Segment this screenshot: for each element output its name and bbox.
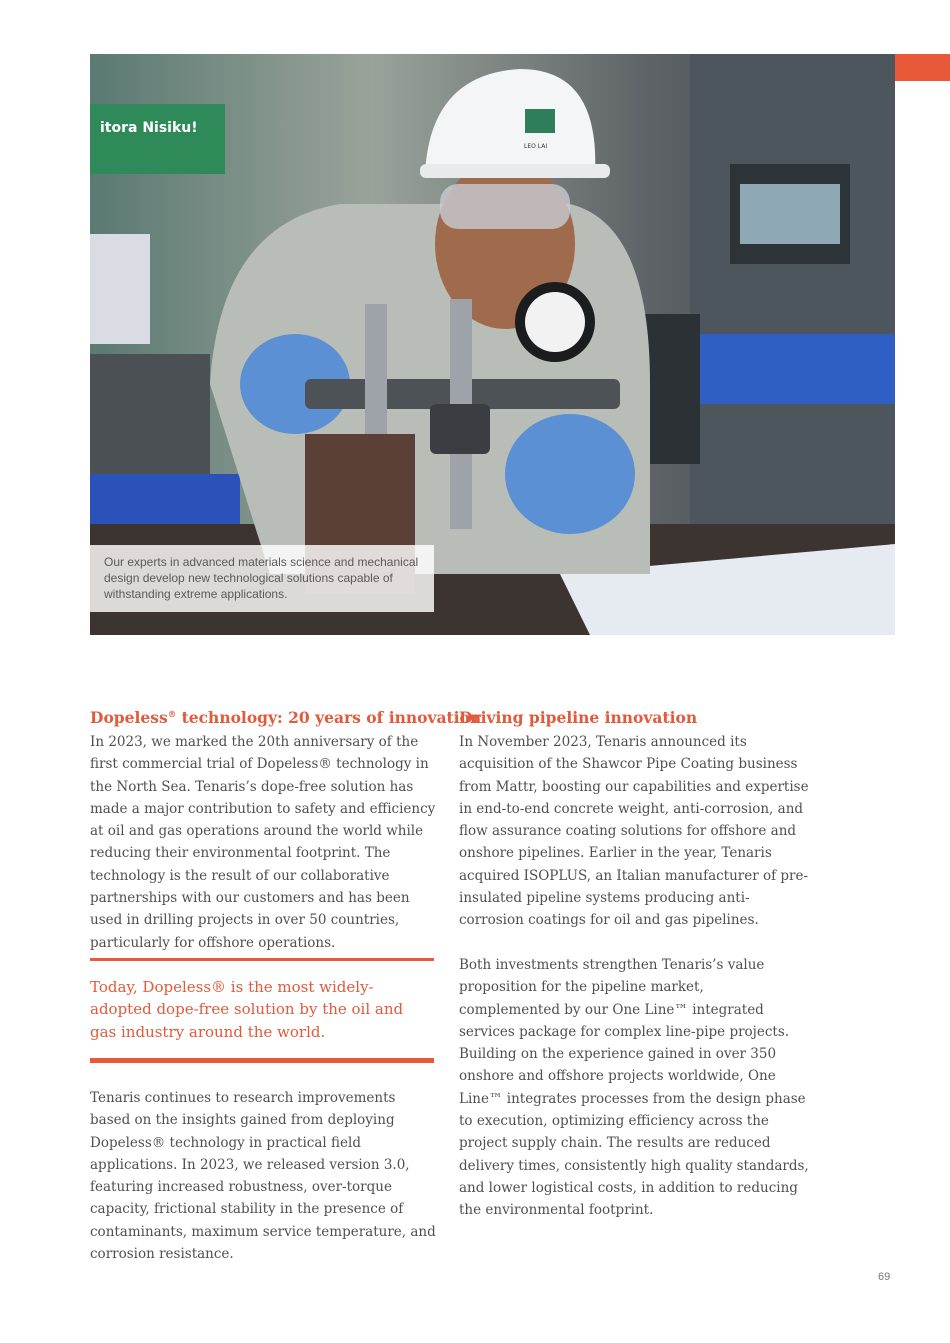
registered-mark: ® — [167, 709, 177, 720]
quote-rule-top — [90, 958, 434, 961]
right-column — [459, 707, 809, 1222]
helmet-label: LEO LAI — [524, 143, 548, 150]
quote-rule-bottom — [90, 1058, 434, 1063]
pipeline-heading: Driving pipeline innovation — [459, 708, 698, 727]
dopeless-heading — [90, 707, 482, 729]
banner-text: itora Nisiku! — [100, 120, 198, 136]
page-number: 69 — [878, 1271, 891, 1283]
dopeless-paragraph-2-block — [90, 1087, 436, 1265]
left-column — [90, 707, 482, 954]
heading-text-rest: technology: 20 years of innovation — [176, 708, 482, 727]
pipeline-paragraph-1: In November 2023, Tenaris announced its acquisition of the Shawcor Pipe Coating business from Mattr, boosting our capabilities and expertise in end-to-end concrete weight, anti-corrosion, and flow assurance coating solutions for offshore and onshore pipelines. Earlier in the year, Tenaris acquired ISOPLUS, an Italian manufacturer of pre-insulated pipeline systems producing anti-corrosion coatings for oil and gas pipelines. — [459, 734, 809, 929]
heading-text: Dopeless — [90, 708, 168, 727]
dopeless-paragraph-2: Tenaris continues to research improvements based on the insights gained from deploying Dopeless® technology in practical field applications. In 2023, we released version 3.0, featuring increased robustness, over-torque capacity, frictional stability in the presence of contaminants, maximum service temperature, and corrosion resistance. — [90, 1090, 436, 1263]
dopeless-paragraph-1: In 2023, we marked the 20th anniversary of the first commercial trial of Dopeless® technology in the North Sea. Tenaris’s dope-free solution has made a major contribution to safety and efficiency at oil and gas operations around the world while reducing their environmental footprint. The technology is the result of our collaborative partnerships with our customers and has been used in drilling projects in over 50 countries, particularly for offshore operations. — [90, 734, 436, 951]
section-tab — [895, 54, 950, 81]
pull-quote: Today, Dopeless® is the most widely-adopted dope-free solution by the oil and gas industry around the world. — [90, 978, 404, 1041]
pipeline-paragraph-2: Both investments strengthen Tenaris’s value proposition for the pipeline market, complemented by our One Line™ integrated services package for complex line-pipe projects. Building on the experience gained in over 350 onshore and offshore projects worldwide, One Line™ integrates processes from the design phase to execution, optimizing efficiency across the project supply chain. The results are reduced delivery times, consistently high quality standards, and lower logistical costs, in addition to reducing the environmental footprint. — [459, 956, 809, 1219]
photo-caption: Our experts in advanced materials science and mechanical design develop new technological solutions capable of withstanding extreme applications. — [90, 545, 434, 612]
